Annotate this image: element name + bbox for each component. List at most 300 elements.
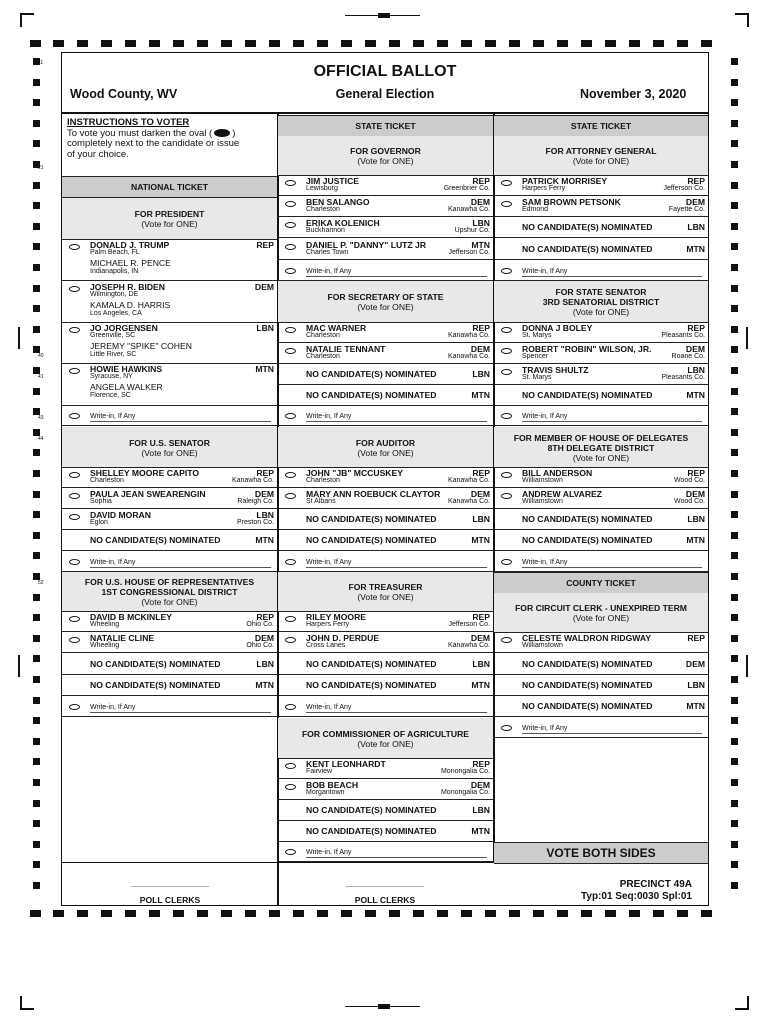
office-title: 8TH DELEGATE DISTRICT	[547, 442, 655, 453]
vote-oval[interactable]	[69, 244, 80, 250]
candidate-city: St. Marys	[522, 332, 552, 339]
vote-oval[interactable]	[285, 763, 296, 769]
timing-mark-bottom	[341, 910, 352, 917]
candidate-county: Wood Co.	[674, 477, 705, 484]
candidate-row[interactable]	[278, 780, 493, 800]
candidate-name: MARY ANN ROEBUCK CLAYTOR	[306, 489, 441, 499]
timing-mark-right	[731, 305, 738, 312]
candidate-row[interactable]	[494, 323, 708, 343]
candidate-city: Charles Town	[306, 249, 349, 256]
timing-mark-top	[389, 40, 400, 47]
write-in-line[interactable]	[522, 276, 702, 277]
candidate-row[interactable]	[494, 489, 708, 509]
candidate-county: Kanawha Co.	[231, 477, 274, 484]
register-mark	[18, 655, 20, 677]
timing-mark-top	[437, 40, 448, 47]
instructions-line: of your choice.	[67, 148, 129, 160]
vote-for-one-label: (Vote for ONE)	[572, 452, 630, 463]
timing-mark-right	[731, 532, 738, 539]
candidate-row[interactable]	[62, 323, 277, 364]
candidate-county: Raleigh Co.	[237, 498, 274, 505]
poll-clerks-label: POLL CLERKS	[354, 895, 416, 905]
timing-mark-top	[197, 40, 208, 47]
timing-mark-right	[731, 449, 738, 456]
office-title: FOR AUDITOR	[355, 437, 416, 448]
vote-oval[interactable]	[69, 286, 80, 292]
timing-mark-left	[33, 800, 40, 807]
candidate-row[interactable]	[278, 759, 493, 779]
timing-mark-right	[731, 758, 738, 765]
vote-oval[interactable]	[285, 348, 296, 354]
no-candidate-label: NO CANDIDATE(S) NOMINATED	[306, 390, 437, 400]
party-label: REP	[256, 468, 274, 478]
timing-mark-top	[245, 40, 256, 47]
candidate-name: DAVID B MCKINLEY	[90, 612, 172, 622]
crop-mark	[735, 13, 749, 27]
write-in-row[interactable]	[278, 406, 493, 426]
candidate-city: Cross Lanes	[306, 642, 346, 649]
candidate-row[interactable]	[278, 633, 493, 653]
vote-oval[interactable]	[285, 413, 296, 419]
no-candidate-label: NO CANDIDATE(S) NOMINATED	[306, 659, 437, 669]
timing-mark-bottom	[101, 910, 112, 917]
vote-oval[interactable]	[285, 637, 296, 643]
timing-mark-bottom	[605, 910, 616, 917]
register-mark	[378, 1004, 390, 1009]
timing-mark-right	[731, 326, 738, 333]
write-in-row[interactable]	[278, 261, 493, 281]
timing-mark-left	[33, 305, 40, 312]
vote-for-one-label: (Vote for ONE)	[357, 738, 414, 749]
office-secretary-of-state	[278, 281, 493, 323]
office-president	[62, 198, 277, 240]
no-candidate-label: NO CANDIDATE(S) NOMINATED	[90, 535, 221, 545]
timing-mark-right	[731, 285, 738, 292]
party-label: MTN	[686, 244, 705, 254]
candidate-name: ERIKA KOLENICH	[306, 218, 380, 228]
timing-mark-left	[33, 491, 40, 498]
candidate-city: Wheeling	[90, 621, 120, 628]
timing-mark-bottom	[581, 910, 592, 917]
timing-mark-right	[731, 346, 738, 353]
vote-oval[interactable]	[285, 493, 296, 499]
vote-oval[interactable]	[69, 514, 80, 520]
timing-mark-right	[731, 223, 738, 230]
timing-mark-right	[731, 58, 738, 65]
timing-mark-bottom	[125, 910, 136, 917]
timing-mark-right	[731, 367, 738, 374]
side-number: 52	[38, 580, 44, 586]
type-sequence-label: Typ:01 Seq:0030 Spl:01	[581, 891, 692, 902]
timing-mark-right	[731, 800, 738, 807]
write-in-line[interactable]	[522, 421, 702, 422]
vote-oval[interactable]	[501, 180, 512, 186]
party-label: REP	[687, 323, 705, 333]
vote-oval[interactable]	[285, 472, 296, 478]
vote-oval[interactable]	[69, 368, 80, 374]
candidate-row[interactable]	[278, 612, 493, 632]
timing-mark-bottom	[677, 910, 688, 917]
candidate-city: Charleston	[306, 332, 340, 339]
timing-mark-left	[33, 470, 40, 477]
candidate-county: Jefferson Co.	[663, 185, 705, 192]
write-in-line[interactable]	[522, 733, 702, 734]
timing-mark-right	[731, 182, 738, 189]
running-mate-name: JEREMY "SPIKE" COHEN	[90, 341, 192, 351]
ticket-header-state: STATE TICKET	[494, 115, 708, 137]
vote-oval[interactable]	[285, 244, 296, 250]
timing-mark-left	[33, 635, 40, 642]
candidate-row[interactable]	[494, 365, 708, 385]
vote-for-one-label: (Vote for ONE)	[357, 156, 414, 166]
write-in-row[interactable]	[62, 552, 277, 572]
write-in-row[interactable]	[278, 552, 493, 572]
office-title: FOR PRESIDENT	[134, 209, 205, 219]
candidate-name: KENT LEONHARDT	[306, 759, 386, 769]
candidate-row[interactable]	[494, 197, 708, 217]
timing-mark-left	[33, 408, 40, 415]
vote-for-one-label: (Vote for ONE)	[572, 307, 630, 317]
vote-oval[interactable]	[285, 704, 296, 710]
party-label: LBN	[472, 369, 490, 379]
timing-mark-right	[731, 552, 738, 559]
party-label: DEM	[470, 780, 490, 790]
timing-mark-right	[731, 655, 738, 662]
candidate-name: NATALIE TENNANT	[306, 344, 386, 354]
write-in-row[interactable]	[494, 261, 708, 281]
no-candidate-label: NO CANDIDATE(S) NOMINATED	[522, 514, 653, 524]
candidate-row[interactable]	[62, 282, 277, 323]
timing-mark-bottom	[485, 910, 496, 917]
write-in-label: Write-in, If Any	[306, 413, 352, 420]
write-in-row[interactable]	[494, 552, 708, 572]
vote-oval[interactable]	[285, 616, 296, 622]
vote-oval[interactable]	[501, 268, 512, 274]
timing-mark-left	[33, 552, 40, 559]
party-label: DEM	[470, 344, 490, 354]
vote-oval[interactable]	[285, 222, 296, 228]
candidate-row[interactable]	[62, 510, 277, 530]
write-in-line[interactable]	[306, 276, 487, 277]
register-mark	[378, 13, 390, 18]
timing-mark-bottom	[389, 910, 400, 917]
party-label: MTN	[255, 364, 274, 374]
candidate-county: Kanawha Co.	[447, 206, 490, 213]
office-state-senator	[494, 281, 708, 323]
party-label: LBN	[687, 680, 705, 690]
timing-mark-right	[731, 243, 738, 250]
timing-mark-left	[33, 655, 40, 662]
timing-mark-top	[557, 40, 568, 47]
timing-mark-top	[269, 40, 280, 47]
timing-mark-bottom	[653, 910, 664, 917]
candidate-name: BILL ANDERSON	[522, 468, 593, 478]
signature-line: ____________________	[346, 880, 424, 887]
instructions-line: completely next to the candidate or issue	[67, 138, 240, 149]
party-label: LBN	[472, 659, 490, 669]
write-in-label: Write-in, If Any	[522, 413, 568, 420]
candidate-row[interactable]	[494, 633, 708, 653]
vote-oval[interactable]	[285, 559, 296, 565]
write-in-line[interactable]	[306, 712, 487, 713]
write-in-line[interactable]	[90, 421, 271, 422]
write-in-row[interactable]	[494, 406, 708, 426]
timing-mark-left	[33, 820, 40, 827]
timing-mark-left	[33, 243, 40, 250]
timing-mark-right	[731, 491, 738, 498]
timing-mark-left	[33, 511, 40, 518]
vote-oval[interactable]	[69, 413, 80, 419]
vote-oval[interactable]	[285, 180, 296, 186]
running-mate-city: Indianapolis, IN	[90, 268, 139, 275]
vote-for-one-label: (Vote for ONE)	[572, 613, 630, 623]
running-mate-name: KAMALA D. HARRIS	[90, 300, 171, 310]
timing-mark-right	[731, 120, 738, 127]
timing-mark-top	[30, 40, 41, 47]
candidate-name: JOHN "JB" MCCUSKEY	[306, 468, 403, 478]
timing-mark-bottom	[77, 910, 88, 917]
write-in-line[interactable]	[522, 567, 702, 568]
no-candidate-row	[278, 386, 493, 406]
write-in-label: Write-in, If Any	[522, 725, 568, 732]
timing-mark-left	[33, 676, 40, 683]
office-title: FOR MEMBER OF HOUSE OF DELEGATES	[513, 432, 689, 443]
timing-mark-right	[731, 717, 738, 724]
candidate-name: JIM JUSTICE	[306, 176, 360, 186]
write-in-line[interactable]	[306, 857, 487, 858]
candidate-row[interactable]	[494, 176, 708, 196]
timing-mark-left	[33, 573, 40, 580]
party-label: REP	[256, 612, 274, 622]
register-mark	[18, 327, 20, 349]
vote-oval[interactable]	[69, 472, 80, 478]
vote-oval[interactable]	[69, 704, 80, 710]
office-title: FOR CIRCUIT CLERK - UNEXPIRED TERM	[515, 603, 687, 613]
no-candidate-row	[494, 697, 708, 717]
write-in-row[interactable]	[62, 406, 277, 426]
vote-oval[interactable]	[501, 637, 512, 643]
party-label: LBN	[687, 222, 705, 232]
timing-mark-right	[731, 202, 738, 209]
write-in-row[interactable]	[278, 697, 493, 717]
timing-mark-bottom	[437, 910, 448, 917]
timing-mark-left	[33, 594, 40, 601]
office-treasurer	[278, 572, 493, 612]
candidate-row[interactable]	[62, 364, 277, 406]
timing-mark-left	[33, 717, 40, 724]
party-label: REP	[687, 176, 705, 186]
candidate-row[interactable]	[62, 489, 277, 509]
timing-mark-right	[731, 676, 738, 683]
candidate-row[interactable]	[278, 218, 493, 238]
side-number: 41	[38, 374, 44, 380]
register-mark	[746, 327, 748, 349]
candidate-row[interactable]	[62, 612, 277, 632]
vote-oval[interactable]	[501, 413, 512, 419]
timing-mark-left	[33, 532, 40, 539]
candidate-county: Ohio Co.	[246, 642, 274, 649]
no-candidate-row	[62, 676, 277, 696]
candidate-city: Charleston	[306, 477, 340, 484]
timing-mark-top	[77, 40, 88, 47]
vote-oval[interactable]	[501, 725, 512, 731]
vote-oval[interactable]	[501, 348, 512, 354]
no-candidate-label: NO CANDIDATE(S) NOMINATED	[522, 222, 653, 232]
side-number: 11	[38, 60, 44, 66]
party-label: DEM	[685, 659, 705, 669]
candidate-row[interactable]	[278, 176, 493, 196]
party-label: LBN	[687, 365, 705, 375]
timing-mark-right	[731, 264, 738, 271]
candidate-row[interactable]	[62, 633, 277, 653]
party-label: DEM	[685, 197, 705, 207]
vote-oval[interactable]	[69, 559, 80, 565]
office-title: FOR U.S. SENATOR	[129, 437, 210, 448]
no-candidate-row	[494, 386, 708, 406]
candidate-name: BEN SALANGO	[306, 197, 370, 207]
candidate-county: Upshur Co.	[454, 227, 490, 234]
party-label: MTN	[255, 680, 274, 690]
candidate-county: Preston Co.	[237, 519, 274, 526]
vote-oval[interactable]	[69, 493, 80, 499]
timing-mark-right	[731, 388, 738, 395]
timing-mark-left	[33, 99, 40, 106]
timing-mark-top	[53, 40, 64, 47]
candidate-city: Sophia	[90, 498, 112, 505]
candidate-row[interactable]	[278, 489, 493, 509]
office-governor	[278, 136, 493, 176]
candidate-city: Harpers Ferry	[306, 621, 350, 628]
office-house-of-delegates	[494, 427, 708, 468]
candidate-city: Wheeling	[90, 642, 120, 649]
timing-mark-bottom	[533, 910, 544, 917]
candidate-name: TRAVIS SHULTZ	[522, 365, 589, 375]
no-candidate-row	[278, 365, 493, 385]
timing-mark-left	[33, 429, 40, 436]
party-label: LBN	[472, 514, 490, 524]
no-candidate-row	[62, 531, 277, 551]
party-label: REP	[256, 240, 274, 250]
vote-oval[interactable]	[69, 327, 80, 333]
timing-mark-top	[701, 40, 712, 47]
vote-for-one-label: (Vote for ONE)	[141, 597, 198, 607]
ticket-header-county: COUNTY TICKET	[494, 572, 708, 594]
timing-mark-bottom	[413, 910, 424, 917]
write-in-line[interactable]	[306, 567, 487, 568]
candidate-city: Williamstown	[522, 642, 563, 649]
candidate-row[interactable]	[62, 468, 277, 488]
timing-mark-bottom	[629, 910, 640, 917]
candidate-city: Charleston	[306, 353, 340, 360]
party-label: DEM	[470, 489, 490, 499]
write-in-line[interactable]	[90, 567, 271, 568]
timing-mark-top	[509, 40, 520, 47]
candidate-row[interactable]	[494, 344, 708, 364]
write-in-line[interactable]	[90, 712, 271, 713]
party-label: DEM	[470, 197, 490, 207]
vote-oval[interactable]	[501, 327, 512, 333]
candidate-county: Ohio Co.	[246, 621, 274, 628]
timing-mark-top	[293, 40, 304, 47]
timing-mark-bottom	[509, 910, 520, 917]
write-in-line[interactable]	[306, 421, 487, 422]
candidate-name: PAULA JEAN SWEARENGIN	[90, 489, 206, 499]
candidate-row[interactable]	[278, 197, 493, 217]
vote-oval[interactable]	[285, 784, 296, 790]
crop-mark	[735, 996, 749, 1010]
write-in-row[interactable]	[62, 697, 277, 717]
candidate-county: Kanawha Co.	[447, 353, 490, 360]
vote-oval[interactable]	[501, 472, 512, 478]
office-title: FOR TREASURER	[348, 582, 423, 592]
candidate-county: Monongalia Co.	[440, 789, 490, 796]
timing-mark-left	[33, 264, 40, 271]
timing-mark-top	[101, 40, 112, 47]
no-candidate-row	[278, 822, 493, 842]
party-label: MTN	[686, 390, 705, 400]
candidate-row[interactable]	[62, 240, 277, 281]
no-candidate-label: NO CANDIDATE(S) NOMINATED	[306, 826, 437, 836]
candidate-row[interactable]	[278, 323, 493, 343]
candidate-city: Morgantown	[306, 789, 345, 796]
candidate-county: Jefferson Co.	[448, 249, 490, 256]
vote-oval[interactable]	[285, 268, 296, 274]
candidate-row[interactable]	[278, 240, 493, 260]
timing-mark-bottom	[53, 910, 64, 917]
party-label: DEM	[470, 633, 490, 643]
timing-mark-bottom	[149, 910, 160, 917]
poll-clerks-label: POLL CLERKS	[139, 895, 201, 905]
write-in-label: Write-in, If Any	[522, 268, 568, 275]
party-label: REP	[472, 468, 490, 478]
vote-oval[interactable]	[501, 559, 512, 565]
party-label: MTN	[686, 535, 705, 545]
no-candidate-row	[494, 655, 708, 675]
party-label: LBN	[472, 805, 490, 815]
instructions-text: )	[232, 127, 236, 139]
vote-oval[interactable]	[285, 327, 296, 333]
timing-mark-top	[533, 40, 544, 47]
candidate-name: PATRICK MORRISEY	[522, 176, 608, 186]
vote-oval[interactable]	[285, 849, 296, 855]
write-in-row[interactable]	[278, 842, 493, 862]
candidate-row[interactable]	[278, 344, 493, 364]
no-candidate-row	[278, 801, 493, 821]
timing-mark-left	[33, 346, 40, 353]
filled-oval-icon	[214, 129, 230, 137]
vote-for-one-label: (Vote for ONE)	[141, 219, 198, 229]
vote-oval[interactable]	[69, 616, 80, 622]
write-in-row[interactable]	[494, 718, 708, 738]
party-label: MTN	[471, 240, 490, 250]
timing-mark-top	[629, 40, 640, 47]
vote-oval[interactable]	[501, 369, 512, 375]
no-candidate-row	[494, 240, 708, 260]
vote-oval[interactable]	[501, 493, 512, 499]
candidate-county: Jefferson Co.	[448, 621, 490, 628]
vote-oval[interactable]	[285, 201, 296, 207]
vote-oval[interactable]	[501, 201, 512, 207]
party-label: MTN	[471, 680, 490, 690]
candidate-row[interactable]	[494, 468, 708, 488]
vote-for-one-label: (Vote for ONE)	[357, 592, 414, 602]
timing-mark-top	[653, 40, 664, 47]
no-candidate-label: NO CANDIDATE(S) NOMINATED	[522, 701, 653, 711]
timing-mark-top	[581, 40, 592, 47]
vote-for-one-label: (Vote for ONE)	[572, 156, 630, 166]
candidate-row[interactable]	[278, 468, 493, 488]
vote-oval[interactable]	[69, 637, 80, 643]
